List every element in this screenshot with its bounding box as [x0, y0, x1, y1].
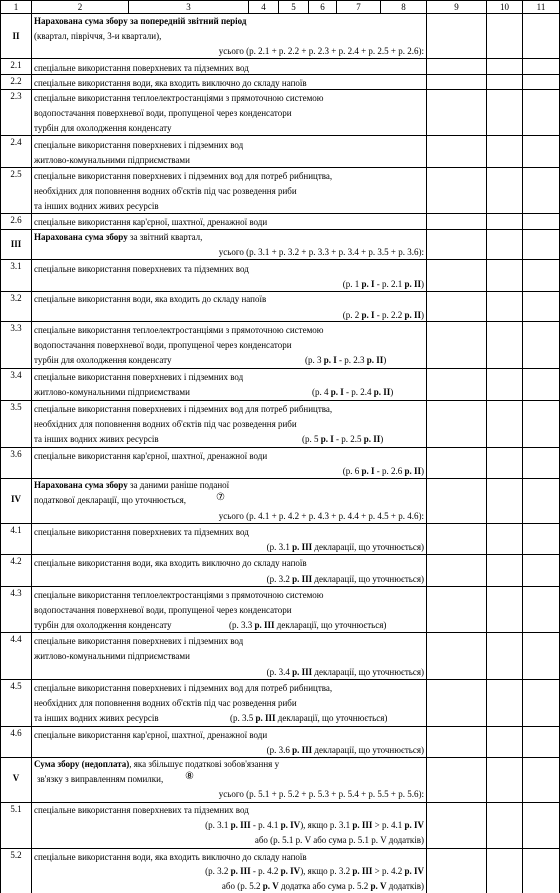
row-number: 2.4 — [10, 137, 22, 147]
row-label: спеціальне використання кар'єрної, шахтної, дренажної води — [34, 217, 268, 227]
header-col-10: 10 — [500, 2, 509, 12]
row-number: 2.3 — [10, 91, 22, 101]
row-formula: (р. 3.4 р. III декларації, що уточнюється) — [266, 667, 424, 677]
row-formula: або (р. 5.1 р. V або сума р. 5.1 р. V додатків) — [254, 835, 424, 845]
row-label: спеціальне використання поверхневих і підземних вод — [34, 372, 244, 382]
row-label: спеціальне використання поверхневих і підземних вод — [34, 140, 244, 150]
row-label: спеціальне використання теплоелектростанціями з прямоточною системою — [34, 93, 324, 103]
row-label: турбін для охолодження конденсату — [34, 355, 172, 365]
row-label: податкової декларації, що уточнюється, — [34, 495, 187, 505]
row-label: спеціальне використання води, яка входить виключно до складу напоїв — [34, 558, 307, 568]
row-number: 4.4 — [10, 634, 22, 644]
row-label: спеціальне використання поверхневих і підземних вод для потреб рибництва, — [34, 171, 333, 181]
row-number: 4.6 — [10, 728, 22, 738]
row-number: 2.2 — [10, 76, 22, 86]
header-col-1: 1 — [13, 2, 19, 12]
row-number: 3.5 — [10, 402, 22, 412]
row-number: 5.1 — [10, 804, 22, 814]
row-formula: (р. 1 р. I - р. 2.1 р. II) — [342, 279, 424, 289]
row-number: 3.1 — [10, 261, 22, 271]
header-col-9: 9 — [454, 2, 459, 12]
row-number: III — [10, 239, 22, 249]
row-label: спеціальне використання поверхневих та підземних вод — [34, 805, 249, 815]
row-formula: (р. 6 р. I - р. 2.6 р. II) — [342, 466, 424, 476]
row-label: необхідних для поповнення водних об'єктів під час розведення риби — [34, 698, 297, 708]
row-label: спеціальне використання поверхневих і підземних вод для потреб рибництва, — [34, 404, 333, 414]
row-number: 4.3 — [10, 588, 22, 598]
row-label: спеціальне використання поверхневих і підземних вод — [34, 636, 244, 646]
row-label: необхідних для поповнення водних об'єктів під час розведення риби — [34, 419, 297, 429]
row-label: спеціальне використання води, яка входить виключно до складу напоїв — [34, 852, 307, 862]
row-label: житлово-комунальними підприємствами — [34, 651, 190, 661]
row-label: спеціальне використання поверхневих та підземних вод — [34, 527, 249, 537]
row-label: спеціальне використання кар'єрної, шахтної, дренажної води — [34, 730, 268, 740]
row-label: турбін для охолодження конденсату — [34, 620, 172, 630]
row-number: IV — [10, 494, 21, 504]
row-label: спеціальне використання води, яка входить до складу напоїв — [34, 294, 267, 304]
header-col-8: 8 — [401, 2, 406, 12]
row-number: V — [12, 773, 20, 783]
header-col-2: 2 — [77, 2, 83, 12]
row-number: 3.2 — [10, 293, 22, 303]
header-col-7: 7 — [356, 2, 361, 12]
row-formula: (р. 4 р. I - р. 2.4 р. II) — [312, 387, 394, 397]
row-number: 3.3 — [10, 323, 22, 333]
row-formula: (р. 2 р. I - р. 2.2 р. II) — [342, 310, 424, 320]
row-label: та інших водних живих ресурсів — [34, 713, 159, 723]
row-formula: (р. 5 р. I - р. 2.5 р. II) — [302, 434, 384, 444]
row-number: 3.4 — [10, 370, 22, 380]
row-label: спеціальне використання теплоелектростанціями з прямоточною системою — [34, 590, 324, 600]
row-number: 4.1 — [10, 525, 22, 535]
footnote-marker: ⑧ — [185, 771, 194, 782]
row-formula: або (р. 5.2 р. V додатка або сума р. 5.2 р. V додатків) — [221, 881, 424, 891]
header-col-6: 6 — [320, 2, 325, 12]
row-formula: (р. 3.1 р. III - р. 4.1 р. IV), якщо р. 3.1 р. III > р. 4.1 р. IV — [205, 820, 424, 830]
header-col-4: 4 — [261, 2, 266, 12]
row-sum-formula: усього (р. 3.1 + р. 3.2 + р. 3.3 + р. 3.4 + р. 3.5 + р. 3.6): — [218, 247, 424, 257]
row-formula: (р. 3.3 р. III декларації, що уточнюється) — [229, 620, 387, 630]
row-formula: (р. 3.1 р. III декларації, що уточнюється) — [266, 542, 424, 552]
row-formula: (р. 3 р. I - р. 2.3 р. II) — [305, 355, 387, 365]
row-label-rest: , яка збільшує податкові зобов'язання у — [129, 759, 280, 769]
row-sum-formula: усього (р. 4.1 + р. 4.2 + р. 4.3 + р. 4.4 + р. 4.5 + р. 4.6): — [218, 511, 424, 521]
row-number: 3.6 — [10, 449, 22, 459]
row-sum-formula: усього (р. 5.1 + р. 5.2 + р. 5.3 + р. 5.4 + р. 5.5 + р. 5.6): — [218, 789, 424, 799]
row-label: спеціальне використання теплоелектростанціями з прямоточною системою — [34, 325, 324, 335]
row-number: 4.2 — [10, 556, 22, 566]
row-number: 5.2 — [10, 850, 22, 860]
row-label: та інших водних живих ресурсів — [34, 201, 159, 211]
row-label: зв'язку з виправленням помилки, — [37, 774, 164, 784]
row-label-bold: Сума збору (недоплата) — [34, 759, 130, 769]
row-label: спеціальне використання води, яка входить виключно до складу напоїв — [34, 78, 307, 88]
header-col-5: 5 — [291, 2, 296, 12]
row-number: 2.1 — [10, 60, 22, 70]
row-number: II — [12, 31, 20, 41]
row-label — [34, 481, 229, 490]
row-number: 4.5 — [10, 681, 22, 691]
row-label: Нарахована сума збору за попередній звітний період — [34, 16, 247, 26]
row-number: 2.5 — [10, 169, 22, 179]
header-col-11: 11 — [536, 2, 546, 12]
row-label: спеціальне використання поверхневих та підземних вод — [34, 63, 249, 73]
row-number: 2.6 — [10, 215, 22, 225]
row-label: та інших водних живих ресурсів — [34, 434, 159, 444]
row-formula: (р. 3.6 р. III декларації, що уточнюється) — [266, 745, 424, 755]
row-label: (квартал, півріччя, 3-и квартали), — [34, 31, 162, 41]
row-formula: (р. 3.5 р. III декларації, що уточнюється) — [230, 713, 388, 723]
row-label: необхідних для поповнення водних об'єктів під час розведення риби — [34, 186, 297, 196]
row-label-bold: Нарахована сума збору — [34, 480, 128, 490]
row-formula: (р. 3.2 р. III - р. 4.2 р. IV), якщо р. 3.2 р. III > р. 4.2 р. IV — [205, 866, 424, 876]
row-label: водопостачання поверхневої води, пропущеної через конденсатори — [34, 605, 292, 615]
row-label: житлово-комунальними підприємствами — [34, 155, 190, 165]
row-label — [34, 233, 202, 242]
row-label-bold: Нарахована сума збору — [34, 232, 128, 242]
row-label: турбін для охолодження конденсату — [34, 123, 172, 133]
row-label: водопостачання поверхневої води, пропущеної через конденсатори — [34, 108, 292, 118]
row-sum-formula: усього (р. 2.1 + р. 2.2 + р. 2.3 + р. 2.4 + р. 2.5 + р. 2.6): — [218, 46, 424, 56]
row-formula: (р. 3.2 р. III декларації, що уточнюється) — [266, 574, 424, 584]
row-label: спеціальне використання поверхневих і підземних вод для потреб рибництва, — [34, 683, 333, 693]
header-col-3: 3 — [186, 2, 191, 12]
row-label-rest: за звітний квартал, — [127, 232, 203, 242]
row-label: спеціальне використання кар'єрної, шахтної, дренажної води — [34, 451, 268, 461]
row-label: спеціальне використання поверхневих та підземних вод — [34, 264, 249, 274]
row-label: водопостачання поверхневої води, пропущеної через конденсатори — [34, 340, 292, 350]
row-label: житлово-комунальними підприємствами — [34, 387, 190, 397]
row-label-rest: за даними раніше поданої — [127, 480, 230, 490]
footnote-marker: ⑦ — [216, 492, 225, 503]
row-label — [34, 760, 279, 769]
